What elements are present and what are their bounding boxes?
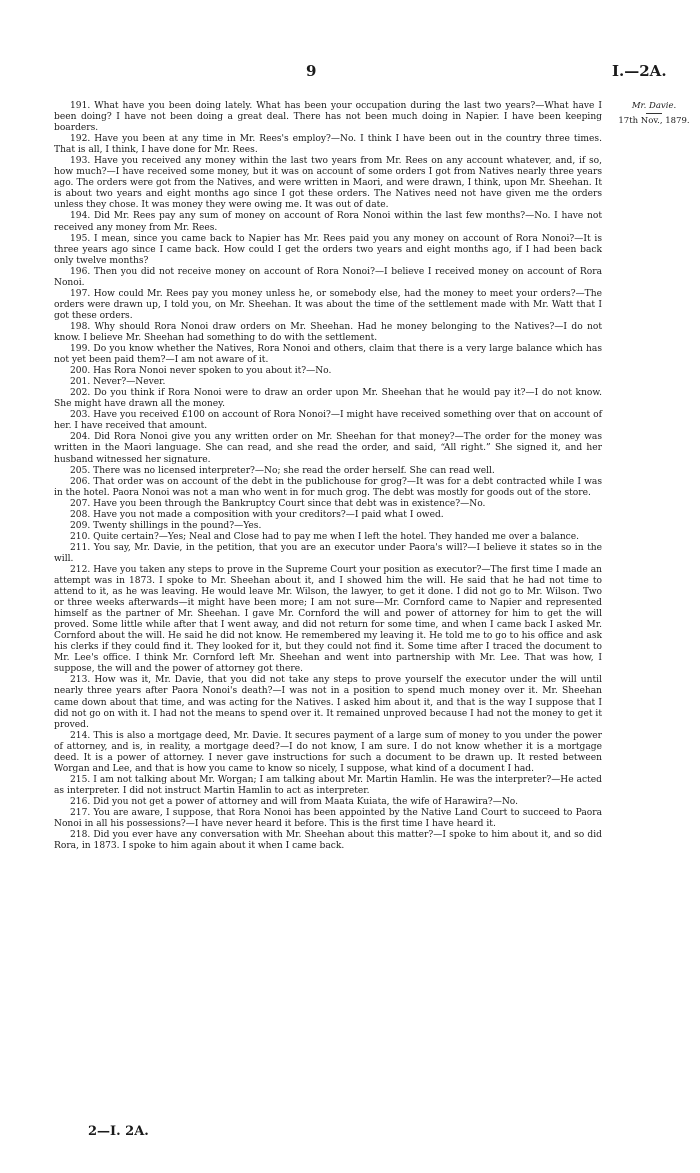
question-answer-paragraph: 205. There was no licensed interpreter?—No; she read the order herself. She can read well.	[70, 465, 495, 476]
question-answer-paragraph: 216. Did you not get a power of attorney and will from Maata Kuiata, the wife of Harawira?—No.	[70, 796, 519, 807]
page-number: 9	[306, 62, 317, 80]
question-answer-paragraph: 215. I am not talking about Mr. Worgan; I am talking about Mr. Martin Hamlin. He was the interpreter?—He acted as interpreter. I did not instruct Martin Hamlin to act as interpreter.	[54, 774, 602, 796]
testimony-body	[54, 101, 602, 852]
signature-mark: 2—I. 2A.	[88, 1124, 149, 1139]
question-answer-paragraph: 194. Did Mr. Rees pay any sum of money on account of Rora Nonoi within the last few months?—No. I have not received any money from Mr. Rees.	[54, 211, 602, 233]
question-answer-paragraph: 204. Did Rora Nonoi give you any written order on Mr. Sheehan for that money?—The order for the money was written in the Maori language. She can read, and she read the order, and said, “All right.” She signed it, and her husband witnessed her signature.	[54, 432, 602, 465]
witness-date: 17th Nov., 1879.	[618, 116, 690, 126]
question-answer-paragraph: 198. Why should Rora Nonoi draw orders on Mr. Sheehan. Had he money belonging to the Natives?—I do not know. I believe Mr. Sheehan had something to do with the settlement.	[54, 321, 602, 343]
question-answer-paragraph: 212. Have you taken any steps to prove in the Supreme Court your position as executor?—The first time I made an attempt was in 1873. I spoke to Mr. Sheehan about it, and I showed him the will. He said that he had not time to attend to it, as he was leaving. He would leave Mr. Wilson, the lawyer, to get it done. I did not go to Mr. Wilson. Two or three weeks afterwards—it might have been more; I am not sure—Mr. Cornford came to Napier and represented himself as the partner of Mr. Sheehan. I gave Mr. Cornford the will and power of attorney for him to get the will proved. Some little while after that I went away, and did not return for some time, and when I came back I asked Mr. Cornford about the will. He said he did not know. He remembered my leaving it. He told me to go to his office and ask his clerks if they could find it. They looked for it, but they could not find it. Some time after I traced the document to Mr. Lee's office. I think Mr. Cornford left Mr. Sheehan and went into partnership with Mr. Lee. That was how, I suppose, the will and the power of attorney got there.	[54, 564, 602, 675]
question-answer-paragraph: 214. This is also a mortgage deed, Mr. Davie. It secures payment of a large sum of money to you under the power of attorney, and is, in reality, a mortgage deed?—I do not know, I am sure. I do not know whether it is a mortgage deed. It is a power of attorney. I never gave instructions for such a document to be drawn up. It rested between Worgan and Lee, and that is how you came to know so nicely, I suppose, what kind of a document I had.	[54, 730, 602, 774]
question-answer-paragraph: 197. How could Mr. Rees pay you money unless he, or somebody else, had the money to meet your orders?—The orders were drawn up, I told you, on Mr. Sheehan. It was about the time of the settlement made with Mr. Watt that I got these orders.	[54, 288, 602, 321]
question-answer-paragraph: 192. Have you been at any time in Mr. Rees's employ?—No. I think I have been out in the country three times. That is all, I think, I have done for Mr. Rees.	[54, 134, 602, 156]
question-answer-paragraph: 217. You are aware, I suppose, that Rora Nonoi has been appointed by the Native Land Court to succeed to Paora Nonoi in all his possessions?—I have never heard it before. This is the first time I have heard it.	[54, 808, 602, 830]
question-answer-paragraph: 193. Have you received any money within the last two years from Mr. Rees on any account whatever, and, if so, how much?—I have received some money, but it was on account of some orders I got from Natives nearly three years ago. The orders were got from the Natives, and were written in Maori, and were drawn, I think, upon Mr. Sheehan. It is about two years and eight months ago since I got these orders. The Natives need not have given me the orders unless they chose. It was money they were owing me. It was out of date.	[54, 156, 602, 211]
question-answer-paragraph: 211. You say, Mr. Davie, in the petition, that you are an executor under Paora's will?—I believe it states so in the will.	[54, 542, 602, 564]
question-answer-paragraph: 213. How was it, Mr. Davie, that you did not take any steps to prove yourself the executor under the will until nearly three years after Paora Nonoi's death?—I was not in a position to spend much money over it. Mr. Sheehan came down about that time, and was acting for the Natives. I asked him about it, and that is the way I suppose that I did not go on with it. I had not the means to spend over it. It remained unproved because I had not the money to get it proved.	[54, 675, 602, 730]
margin-rule	[646, 113, 662, 114]
page-reference: I.—2A.	[612, 62, 667, 80]
question-answer-paragraph: 199. Do you know whether the Natives, Rora Nonoi and others, claim that there is a very large balance which has not yet been paid them?—I am not aware of it.	[54, 344, 602, 366]
question-answer-paragraph: 207. Have you been through the Bankruptcy Court since that debt was in existence?—No.	[70, 498, 486, 509]
page-header	[0, 62, 700, 82]
question-answer-paragraph: 203. Have you received £100 on account of Rora Nonoi?—I might have received something over that on account of her. I have received that amount.	[54, 410, 602, 432]
margin-note	[614, 101, 694, 126]
witness-name: Mr. Davie.	[631, 101, 677, 111]
question-answer-paragraph: 202. Do you think if Rora Nonoi were to draw an order upon Mr. Sheehan that he would pay it?—I do not know. She might have drawn all the money.	[54, 388, 602, 410]
question-answer-paragraph: 200. Has Rora Nonoi never spoken to you about it?—No.	[70, 366, 332, 377]
question-answer-paragraph: 209. Twenty shillings in the pound?—Yes.	[70, 520, 262, 531]
question-answer-paragraph: 191. What have you been doing lately. What has been your occupation during the last two years?—What have I been doing? I have not been doing a great deal. There has not been much doing in Napier. I have been keeping boarders.	[54, 101, 602, 134]
question-answer-paragraph: 195. I mean, since you came back to Napier has Mr. Rees paid you any money on account of Rora Nonoi?—It is three years ago since I came back. How could I get the orders two years and eight months ago, if I had been back only twelve months?	[54, 233, 602, 266]
question-answer-paragraph: 196. Then you did not receive money on account of Rora Nonoi?—I believe I received money on account of Rora Nonoi.	[54, 266, 602, 288]
question-answer-paragraph: 208. Have you not made a composition with your creditors?—I paid what I owed.	[70, 509, 444, 520]
question-answer-paragraph: 218. Did you ever have any conversation with Mr. Sheehan about this matter?—I spoke to him about it, and so did Rora, in 1873. I spoke to him again about it when I came back.	[54, 830, 602, 852]
question-answer-paragraph: 206. That order was on account of the debt in the publichouse for grog?—It was for a debt contracted while I was in the hotel. Paora Nonoi was not a man who went in for much grog. The debt was mostly for goods out of the store.	[54, 476, 602, 498]
question-answer-paragraph: 201. Never?—Never.	[70, 377, 166, 388]
question-answer-paragraph: 210. Quite certain?—Yes; Neal and Close had to pay me when I left the hotel. They handed me over a balance.	[70, 531, 580, 542]
